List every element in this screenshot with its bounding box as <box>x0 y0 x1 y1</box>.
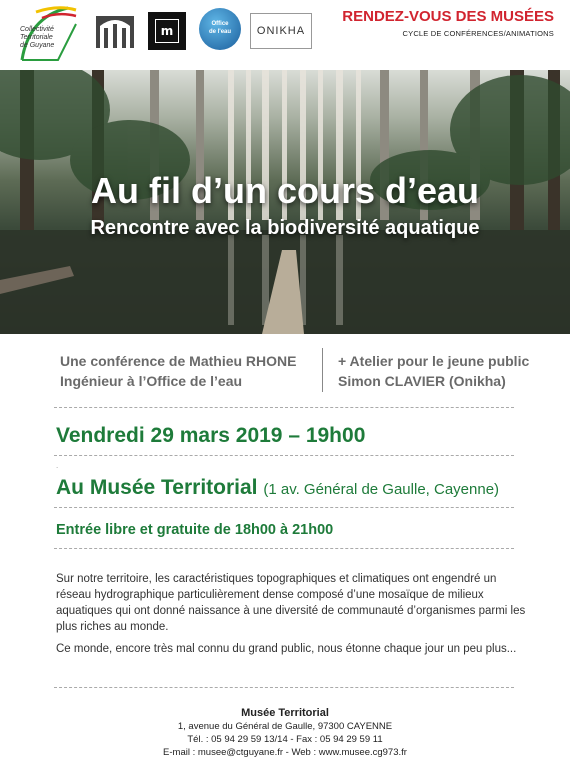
divider <box>54 455 514 456</box>
divider <box>54 407 514 408</box>
ctg-logo <box>18 4 80 64</box>
speaker-conference-line1: Une conférence de Mathieu RHONE <box>60 353 297 369</box>
divider-dot: . <box>56 461 59 470</box>
venue-name: Au Musée Territorial <box>56 476 258 499</box>
speaker-conference-line2: Ingénieur à l’Office de l’eau <box>60 373 243 389</box>
hero-subtitle: Rencontre avec la biodiversité aquatique <box>90 217 480 239</box>
footer-name: Musée Territorial <box>241 707 329 719</box>
column-divider <box>322 348 323 392</box>
entry-info: Entrée libre et gratuite de 18h00 à 21h00 <box>56 522 334 538</box>
series-title: RENDEZ-VOUS DES MUSÉES <box>342 8 554 25</box>
m-logo: m <box>148 12 186 50</box>
museum-logo <box>94 12 136 50</box>
body-paragraph-2: Ce monde, encore très mal connu du grand public, nous étonne chaque jour un peu plus... <box>56 643 517 655</box>
body-paragraph-1: Sur notre territoire, les caractéristiques topographiques et climatiques ont engendré un réseau hydrographique particulièrement dense composé d’une mosaïque de milieux aquatiques qui ont donné naissance à une diversité de communauté d’organismes parmi les plus riches au monde. <box>56 573 526 633</box>
ctg-logo-text: Collectivité Territoriale de Guyane <box>20 26 55 49</box>
venue-address: (1 av. Général de Gaulle, Cayenne) <box>263 481 500 498</box>
speaker-conference <box>60 351 297 391</box>
speaker-workshop-line2: Simon CLAVIER (Onikha) <box>338 373 506 389</box>
onikha-logo: ONIKHA <box>250 13 312 49</box>
speaker-workshop <box>338 351 529 391</box>
footer-address: 1, avenue du Général de Gaulle, 97300 CAYENNE <box>177 721 393 732</box>
series-subtitle: CYCLE DE CONFÉRENCES/ANIMATIONS <box>402 29 554 38</box>
header <box>0 0 570 70</box>
event-date: Vendredi 29 mars 2019 – 19h00 <box>56 424 366 447</box>
footer-phone: Tél. : 05 94 29 59 13/14 - Fax : 05 94 29 59 11 <box>187 734 383 745</box>
hero-title: Au fil d’un cours d’eau <box>90 170 480 211</box>
divider <box>54 548 514 549</box>
hero-banner <box>0 70 570 334</box>
divider <box>54 687 514 688</box>
footer <box>0 707 570 759</box>
footer-contact: E-mail : musee@ctguyane.fr - Web : www.musee.cg973.fr <box>163 747 407 758</box>
office-eau-logo: Office de l'eau <box>199 8 241 50</box>
speaker-workshop-line1: + Atelier pour le jeune public <box>338 353 530 369</box>
event-venue <box>56 476 499 500</box>
divider <box>54 507 514 508</box>
